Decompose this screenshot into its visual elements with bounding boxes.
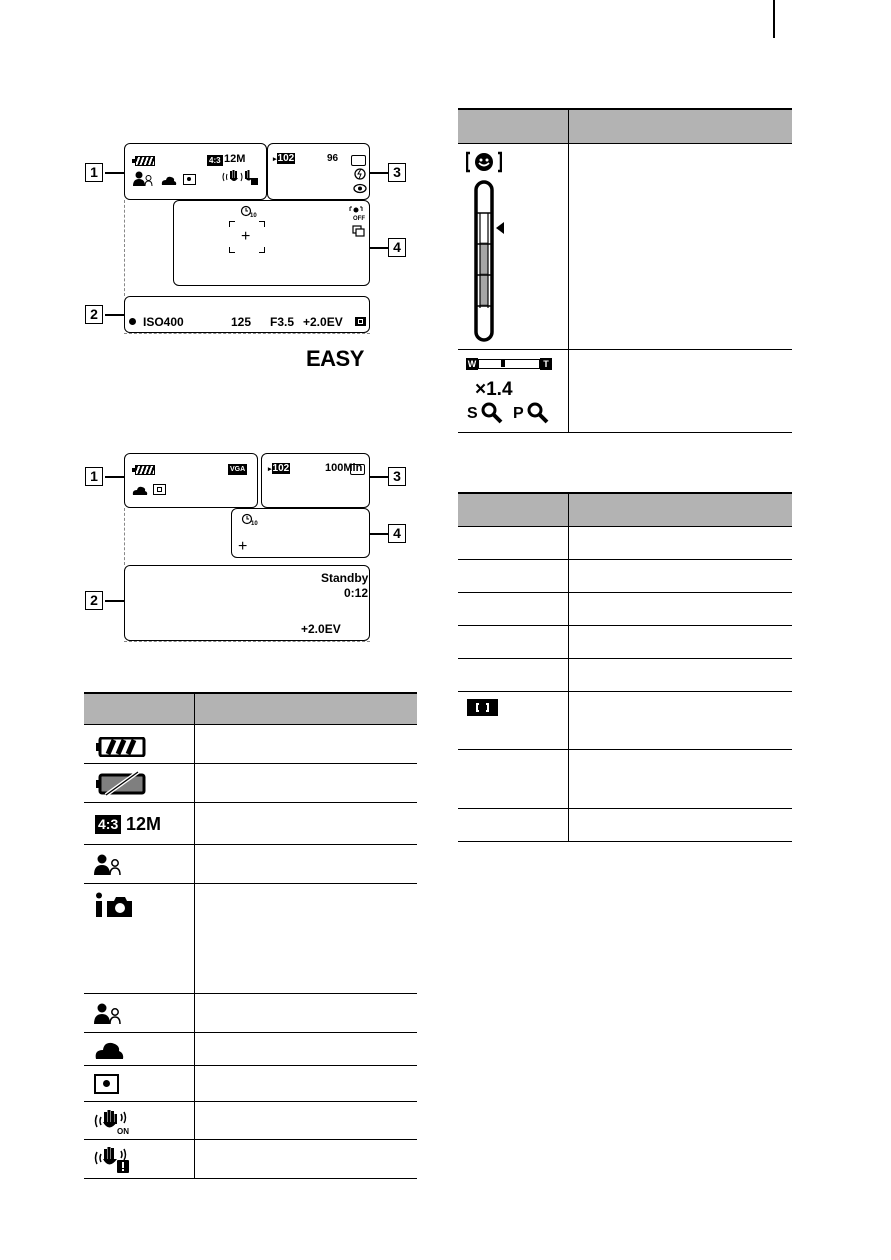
- self-timer-icon: [241, 513, 259, 526]
- callout-3: 3: [388, 163, 406, 182]
- area-3-box: [267, 143, 370, 200]
- right-top-icon-table: [458, 108, 792, 433]
- recording-dot-icon: [129, 318, 136, 325]
- svg-text:10: 10: [251, 521, 258, 526]
- macro-icon: [161, 175, 177, 186]
- aspect-ratio-badge: 4:3: [209, 156, 221, 165]
- table-row: [458, 143, 792, 349]
- multi-metering-icon: [153, 484, 166, 495]
- folder-indicator: ▸102: [273, 153, 295, 164]
- zoom-scale-bar: [466, 358, 552, 370]
- battery-icon: [135, 465, 155, 475]
- table-row: [84, 844, 417, 883]
- image-size-label: 12M: [224, 153, 246, 165]
- screen-edge-bottom: [124, 641, 370, 642]
- area-4-box: [231, 508, 370, 558]
- precision-zoom-magnifier-icon: [527, 402, 549, 424]
- screen-edge-bottom: [124, 333, 370, 334]
- macro-icon: [94, 1039, 124, 1061]
- table-row: [84, 1139, 417, 1178]
- table-row: [84, 883, 417, 993]
- screen-edge-left: [124, 508, 125, 565]
- movie-size-badge: VGA: [230, 466, 246, 473]
- iso-label: ISO400: [143, 315, 184, 329]
- image-size-label: 12M: [126, 813, 162, 834]
- recording-time-remaining: 100Min: [325, 462, 363, 474]
- table-row: [458, 349, 792, 432]
- face-detection-off-icon: [348, 205, 366, 221]
- table-row: [458, 592, 792, 625]
- table-row: [458, 749, 792, 808]
- callout-1: 1: [85, 467, 103, 486]
- metering-icon: [355, 317, 366, 326]
- portrait-scene-icon: [94, 1003, 124, 1025]
- table-row: [458, 808, 792, 841]
- folder-indicator: ▸102: [268, 463, 290, 474]
- smile-detection-icon: [466, 150, 502, 174]
- callout-1-line: [105, 172, 125, 174]
- memory-card-icon: [351, 155, 366, 166]
- af-frame-icon: [467, 699, 498, 716]
- callout-3-line: [370, 476, 388, 478]
- header-indication: [569, 493, 793, 526]
- header-display: [458, 109, 569, 143]
- shutter-speed-label: 125: [231, 315, 252, 329]
- ev-label: +2.0EV: [301, 622, 341, 636]
- table-row: [458, 559, 792, 592]
- spot-metering-icon: [183, 174, 196, 185]
- screen-edge-left: [124, 200, 125, 296]
- table-row: [84, 763, 417, 802]
- table-row: [84, 724, 417, 763]
- table-row: [458, 526, 792, 559]
- header-display: [458, 493, 569, 526]
- steadyshot-on-icon: [93, 1109, 131, 1135]
- spot-metering-crosshair: +: [238, 538, 248, 555]
- table-row: [84, 1065, 417, 1101]
- callout-1-line: [105, 476, 125, 478]
- svg-text:10: 10: [250, 213, 257, 218]
- header-display: [84, 693, 195, 724]
- aspect-ratio-badge: 4:3: [95, 815, 121, 834]
- area-3-box: [261, 453, 370, 508]
- callout-4: 4: [388, 238, 406, 257]
- self-timer-icon: [240, 205, 258, 218]
- ev-label: +2.0EV: [303, 315, 343, 329]
- zoom-wide-badge: W: [467, 358, 477, 369]
- smart-zoom-magnifier-icon: [481, 402, 503, 424]
- zoom-scale-value: ×1.4: [475, 378, 513, 400]
- callout-4: 4: [388, 524, 406, 543]
- callout-2: 2: [85, 591, 103, 610]
- right-bottom-table: [458, 492, 792, 842]
- macro-icon: [132, 485, 148, 496]
- scene-recognition-icon: [133, 171, 155, 187]
- battery-icon: [94, 737, 146, 757]
- table-row: [458, 658, 792, 691]
- standby-label: Standby: [321, 571, 369, 585]
- table-row: [84, 1032, 417, 1065]
- page-marker-line: [773, 0, 775, 38]
- steadyshot-icon: [222, 168, 260, 186]
- low-battery-icon: [94, 771, 146, 797]
- battery-icon: [135, 156, 155, 166]
- area-1-box: [124, 453, 258, 508]
- easy-mode-label: EASY: [306, 346, 364, 371]
- spot-metering-icon: [94, 1074, 119, 1094]
- table-row: [84, 1101, 417, 1139]
- area-2-box: [124, 565, 370, 641]
- callout-3-line: [370, 172, 388, 174]
- aperture-label: F3.5: [270, 315, 295, 329]
- flash-off-icon: [354, 168, 366, 180]
- table-row: [458, 691, 792, 749]
- callout-4-line: [370, 247, 388, 249]
- callout-1: 1: [85, 163, 103, 182]
- callout-2-line: [105, 600, 125, 602]
- af-range-finder-frame: +: [229, 221, 265, 253]
- zoom-tele-badge: T: [540, 358, 552, 370]
- svg-text:OFF: OFF: [353, 216, 365, 221]
- svg-text:ON: ON: [117, 1126, 129, 1135]
- header-indication: [569, 109, 793, 143]
- area-4-box: [173, 200, 370, 286]
- left-icon-table: [84, 692, 417, 1179]
- area-1-box: [124, 143, 267, 200]
- precision-zoom-label: P: [513, 404, 524, 422]
- callout-4-line: [370, 533, 388, 535]
- callout-2: 2: [85, 305, 103, 324]
- shots-remaining: 96: [327, 153, 339, 164]
- smart-zoom-label: S: [467, 404, 478, 422]
- table-row: [84, 802, 417, 844]
- table-row: [458, 625, 792, 658]
- callout-2-line: [105, 314, 125, 316]
- burst-icon: [352, 225, 365, 237]
- table-row: [84, 993, 417, 1032]
- callout-3: 3: [388, 467, 406, 486]
- area-2-box: [124, 296, 370, 333]
- intelligent-auto-icon: [94, 892, 134, 918]
- memory-card-icon: [350, 464, 365, 475]
- scene-recognition-icon: [94, 854, 124, 876]
- recording-time-label: 0:12: [344, 586, 369, 600]
- camera-shake-warning-icon: [93, 1146, 131, 1174]
- smile-sensitivity-gauge: [474, 180, 508, 344]
- header-indication: [195, 693, 418, 724]
- red-eye-icon: [353, 183, 367, 194]
